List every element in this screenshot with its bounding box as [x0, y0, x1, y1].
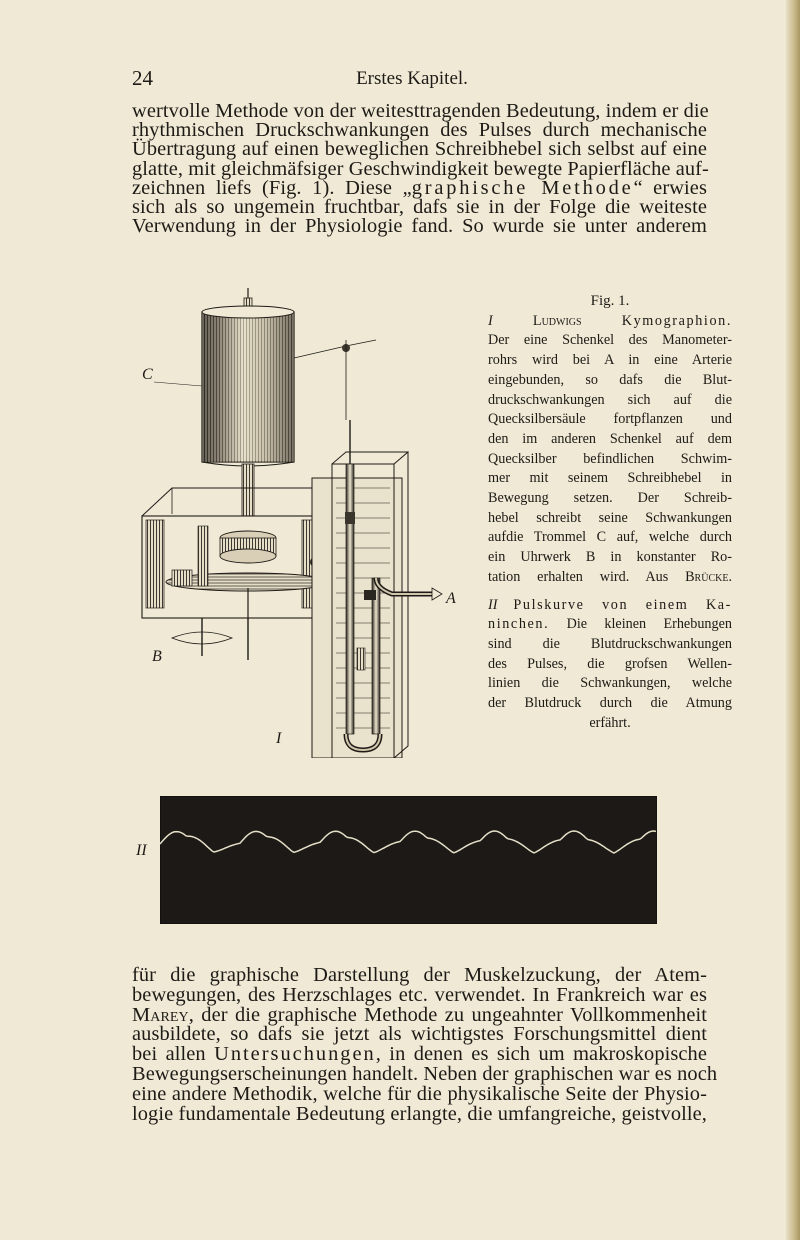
- name-marey: Marey: [132, 1003, 189, 1026]
- text-line: Bewegungserscheinungen handelt. Neben der graphischen war es noch: [132, 1062, 718, 1085]
- paragraph-top: [132, 102, 707, 236]
- caption-line: Quecksilbersäule fortpflanzen und: [488, 411, 732, 428]
- text-line: [132, 1045, 707, 1065]
- text-segment: “ erwies: [633, 176, 707, 199]
- caption-line: Bewegung setzen. Der Schreib-: [488, 490, 732, 507]
- text-line: rhythmischen Druckschwankungen des Pulses durch mechanische: [132, 119, 707, 142]
- text-segment: , in denen es sich um makroskopische: [375, 1043, 708, 1066]
- caption-line: hebel schreibt seine Schwankungen: [488, 509, 732, 526]
- figure-label-i: I: [276, 730, 282, 747]
- figure-label-a: A: [446, 590, 456, 607]
- text-segment: tation erhalten wird. Aus: [488, 568, 686, 585]
- text-segment: Die kleinen Erhebungen: [566, 616, 732, 633]
- figure-pulse-curve: [160, 796, 657, 924]
- emphasis-graphische-methode: graphische Methode: [411, 176, 634, 199]
- caption-line: aufdie Trommel C auf, welche durch: [488, 529, 732, 546]
- text-line: ausbildete, so dafs sie jetzt als wichtigstes Forschungsmittel dient: [132, 1023, 707, 1046]
- caption-line: des Pulses, die grofsen Wellen-: [488, 655, 732, 672]
- caption-source: Brücke.: [685, 568, 732, 585]
- text-line: sich als so ungemein fruchtbar, dafs sie in der Folge die weiteste: [132, 196, 707, 219]
- page-number: 24: [132, 66, 153, 90]
- text-line: Verwendung in der Physiologie fand. So wurde sie unter anderem: [132, 215, 707, 238]
- caption-line: ein Uhrwerk B in konstanter Ro-: [488, 549, 732, 566]
- caption-line: rohrs wird bei A in eine Arterie: [488, 352, 732, 369]
- text-line: wertvolle Methode von der weitesttragenden Bedeutung, indem er die: [132, 100, 709, 122]
- paragraph-bottom: [132, 964, 718, 1125]
- caption-line: Quecksilber befindlichen Schwim-: [488, 450, 732, 467]
- caption-line: Der eine Schenkel des Manometer-: [488, 332, 732, 349]
- caption-line: sind die Blutdruckschwankungen: [488, 635, 732, 652]
- caption-line: erfährt.: [589, 714, 631, 731]
- figure-kymographion: [132, 288, 460, 758]
- text-line: bewegungen, des Herzschlages etc. verwendet. In Frankreich war es: [132, 983, 707, 1006]
- caption-line: [488, 312, 732, 332]
- figure-label-b: B: [152, 648, 162, 665]
- caption-title-ii-cont: ninchen.: [488, 616, 550, 633]
- text-line: eine andere Methodik, welche für die physikalische Seite der Physio-: [132, 1082, 707, 1105]
- figure-label-c: C: [142, 366, 153, 383]
- caption-roman-i: I: [488, 312, 493, 329]
- text-line: Übertragung auf einen beweglichen Schreibhebel sich selbst auf eine: [132, 138, 707, 161]
- running-head: Erstes Kapitel.: [356, 68, 468, 89]
- caption-line: druckschwankungen sich auf die: [488, 391, 732, 408]
- caption-line: [488, 615, 732, 635]
- text-line: für die graphische Darstellung der Muskelzuckung, der Atem-: [132, 964, 707, 986]
- caption-line: [488, 596, 732, 616]
- text-segment: zeichnen liefs (Fig. 1). Diese „: [132, 176, 412, 199]
- caption-line: mer mit seinem Schreibhebel in: [488, 470, 732, 487]
- page-header: [132, 66, 692, 92]
- kymographion-illustration: [132, 288, 460, 758]
- caption-roman-ii: II: [488, 596, 498, 613]
- emphasis-untersuchungen: Untersuchungen: [214, 1043, 376, 1066]
- caption-instrument: Kymographion.: [621, 312, 732, 329]
- figure-title: Fig. 1.: [590, 293, 630, 309]
- pulse-curve-illustration: [160, 796, 657, 924]
- figure-caption: [488, 292, 732, 733]
- caption-line: [488, 568, 732, 588]
- page-edge-shadow: [786, 0, 800, 1240]
- caption-author: Ludwigs: [532, 312, 582, 329]
- caption-line: linien die Schwankungen, welche: [488, 675, 732, 692]
- text-segment: bei allen: [132, 1043, 215, 1066]
- text-segment: , der die graphische Methode zu ungeahnter Vollkommenheit: [188, 1003, 707, 1026]
- text-line: glatte, mit gleichmäfsiger Geschwindigkeit bewegte Papierfläche auf-: [132, 157, 709, 180]
- figure-label-ii: II: [136, 842, 147, 859]
- caption-line: eingebunden, so dafs die Blut-: [488, 371, 732, 388]
- caption-line: den im anderen Schenkel auf dem: [488, 430, 732, 447]
- caption-title-ii: Pulskurve von einem Ka-: [513, 596, 733, 613]
- caption-line: der Blutdruck durch die Atmung: [488, 695, 732, 712]
- text-line: logie fundamentale Bedeutung erlangte, die umfangreiche, geistvolle,: [132, 1102, 707, 1125]
